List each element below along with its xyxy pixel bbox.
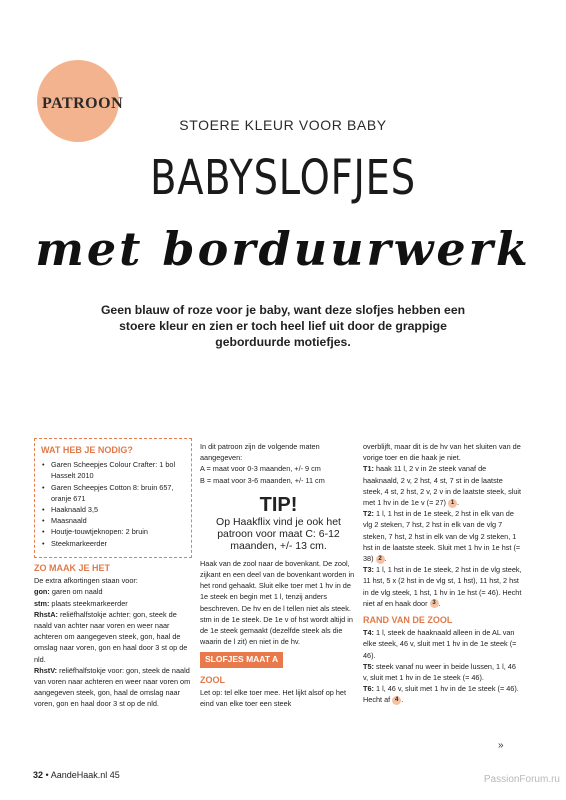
watermark: PassionForum.ru	[483, 774, 560, 785]
list-item: • Maasnaald	[41, 515, 185, 526]
page-title: BABYSLOFJES	[150, 150, 416, 206]
how-heading: ZO MAAK JE HET	[34, 563, 111, 573]
script-subtitle: met borduurwerk	[35, 222, 531, 276]
footer-issue: 45	[109, 770, 120, 780]
sizes-intro: In dit patroon zijn de volgende maten aangegeven:	[200, 442, 320, 463]
footer	[33, 770, 120, 780]
intro-text: Geen blauw of roze voor je baby, want deze slofjes hebben een stoere kleur en zien er toch heel lief uit door de grappige geborduurde motiefjes.	[100, 303, 466, 349]
list-item: • Garen Scheepjes Colour Crafter: 1 bol Hasselt 2010	[41, 459, 185, 481]
row-2: T2: 1 l, 1 hst in de 1e steek, 2 hst in elk van de vlg 2 steken, 7 hst, 2 hst in elk van de vlg 7 steken, 7 hst, 2 hst in elk van de vlg 2 steken, 1 hst in de laatste steek. Sluit met 1 hv in 1e hst (= 38) 2 .	[363, 509, 521, 564]
section-label: PATROON	[42, 95, 124, 112]
list-item: • Garen Scheepjes Cotton 8: bruin 657, oranje 671	[41, 482, 185, 504]
column-1	[34, 438, 192, 710]
step-badge: 2	[376, 555, 385, 564]
tip-box	[200, 494, 357, 552]
row-5: T5: steek vanaf nu weer in beide lussen, 1 l, 46 v, sluit met 1 hv in de 1e steek (= 46).	[363, 661, 516, 683]
rand-heading: RAND VAN DE ZOOL	[363, 615, 453, 626]
tip-title: TIP!	[259, 493, 298, 516]
materials-heading: WAT HEB JE NODIG?	[41, 445, 133, 455]
step-badge: 3	[430, 599, 439, 608]
step-badge: 1	[448, 499, 457, 508]
kicker: STOERE KLEUR VOOR BABY	[179, 117, 387, 133]
zool-text: Let op: tel elke toer mee. Het lijkt alsof op het eind van elke toer een steek	[200, 687, 347, 709]
zool-heading: ZOOL	[200, 674, 225, 685]
continued-text: overblijft, maar dit is de hv van het sluiten van de vorige toer en die haak je niet.	[363, 442, 521, 463]
column-3	[363, 441, 523, 706]
abbr-intro: De extra afkortingen staan voor:	[34, 576, 138, 586]
continue-arrow-icon: »	[498, 740, 504, 751]
size-a-bar: SLOFJES MAAT A	[200, 652, 283, 667]
abbr-item: stm: plaats steekmarkeerder	[34, 598, 128, 608]
abbr-item: RhstA: reliëfhalfstokje achter: gon, steek de naald van achter naar voren en weer naar achteren om aangegeven steek, gon, haal de omslag naar voren, gon en haal door 3 st op de nld.	[34, 609, 188, 664]
abbr-item: RhstV: reliëfhalfstokje voor: gon, steek de naald van voren naar achteren en weer naar voren om aangegeven steek, gon, haal de omslag naar voren, gon en haal door 3 st op de nld.	[34, 665, 191, 709]
row-4: T4: 1 l, steek de haaknaald alleen in de AL van elke steek, 46 v, sluit met 1 hv in de 1e steek (= 46).	[363, 628, 517, 660]
list-item: • Steekmarkeerder	[41, 538, 185, 549]
footer-site: AandeHaak.nl	[50, 770, 108, 780]
list-item: • Haaknaald 3,5	[41, 504, 185, 515]
step-badge: 4	[392, 696, 401, 705]
size-a: A = maat voor 0-3 maanden, +/- 9 cm	[200, 464, 321, 474]
tip-body: Op Haakflix vind je ook het patroon voor maat C: 6-12 maanden, +/- 13 cm.	[216, 515, 341, 552]
footer-separator: •	[45, 770, 49, 780]
abbr-item: gon: garen om naald	[34, 587, 103, 597]
materials-list	[41, 459, 185, 549]
row-1: T1: haak 11 l, 2 v in 2e steek vanaf de haaknaald, 2 v, 2 hst, 4 st, 7 st in de laatste steek, 4 st, 2 hst, 2 v, 2 v in de laatste steek, sluit met 1 hv in de 1e v (= 27) 1 .	[363, 464, 522, 508]
column-2	[200, 441, 357, 709]
row-6: T6: 1 l, 46 v, sluit met 1 hv in de 1e steek (= 46). Hecht af 4 .	[363, 684, 519, 705]
row-3: T3: 1 l, 1 hst in de 1e steek, 2 hst in de vlg steek, 11 hst, 5 x (2 hst in de vlg st, 1 hst), 11 hst, 2 hst in de vlg steek, 1 hst, 1 hv in 1e hst (= 46). Hecht niet af en haak door 3 .	[363, 565, 522, 608]
sole-text: Haak van de zool naar de bovenkant. De zool, zijkant en een deel van de bovenkant worden in het rond gehaakt. Sluit elke toer met 1 hv in de 1e steek en begin met 1 l, tenzij anders beschreven. De hv en de l tellen niet als steek. stm in de 1e steek. De 1e v of hst wordt altijd in de 1e steek gemaakt (dezelfde steek als die waarin de l zit) en niet in de hv.	[200, 558, 355, 647]
size-b: B = maat voor 3-6 maanden, +/- 11 cm	[200, 475, 325, 485]
list-item: • Houtje-touwtjeknopen: 2 bruin	[41, 526, 185, 537]
page-number: 32	[33, 770, 44, 780]
materials-box	[34, 438, 192, 558]
